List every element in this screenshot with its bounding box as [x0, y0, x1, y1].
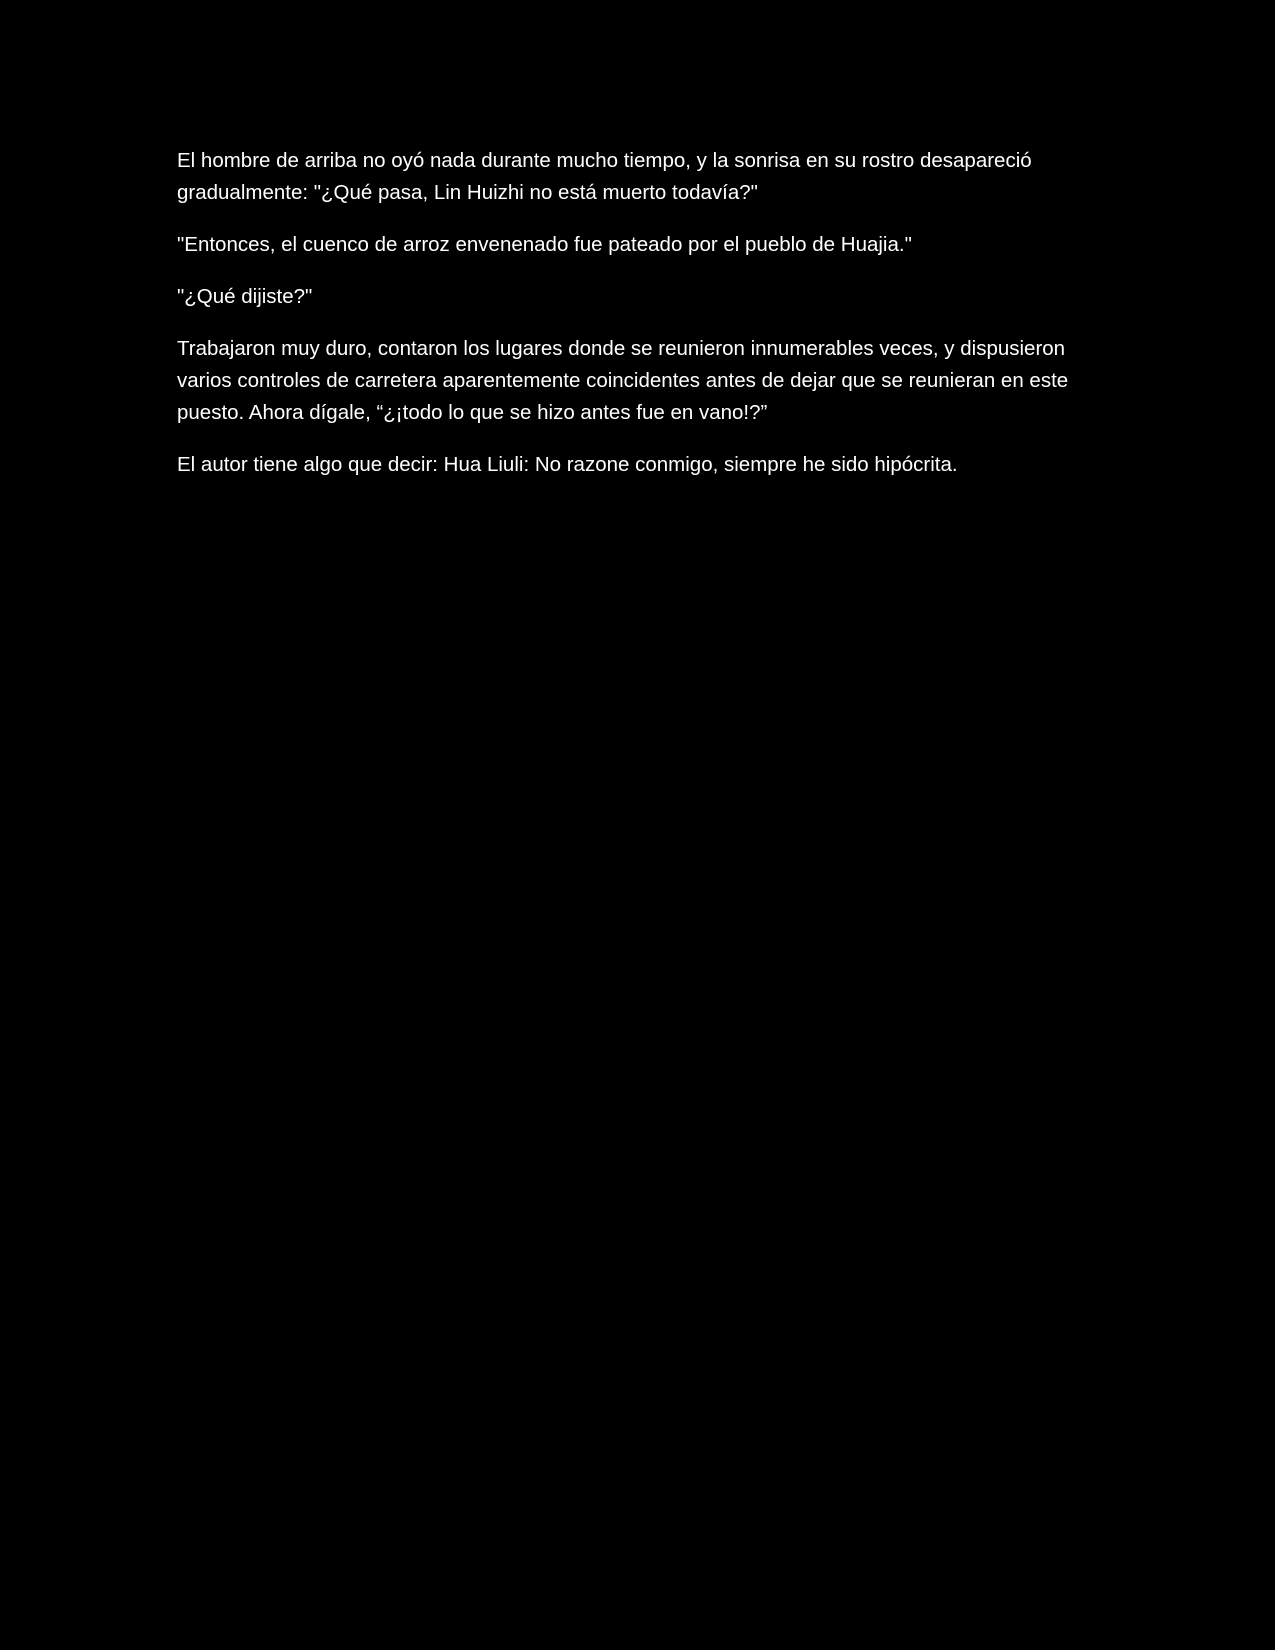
paragraph-3: "¿Qué dijiste?" [177, 285, 313, 308]
paragraph-2: "Entonces, el cuenco de arroz envenenado fue pateado por el pueblo de Huajia." [177, 233, 912, 256]
paragraph-5: El autor tiene algo que decir: Hua Liuli: No razone conmigo, siempre he sido hipócrita. [177, 453, 958, 476]
paragraph-4: Trabajaron muy duro, contaron los lugares donde se reunieron innumerables veces, y dispusieron varios controles de carretera aparentemente coincidentes antes de dejar que se reunieran en este puesto. Ahora dígale, “¿¡todo lo que se hizo antes fue en vano!?” [177, 337, 1069, 424]
paragraph-1: El hombre de arriba no oyó nada durante mucho tiempo, y la sonrisa en su rostro desapareció gradualmente: "¿Qué pasa, Lin Huizhi no está muerto todavía?" [177, 149, 1032, 204]
document-body [177, 145, 1107, 501]
